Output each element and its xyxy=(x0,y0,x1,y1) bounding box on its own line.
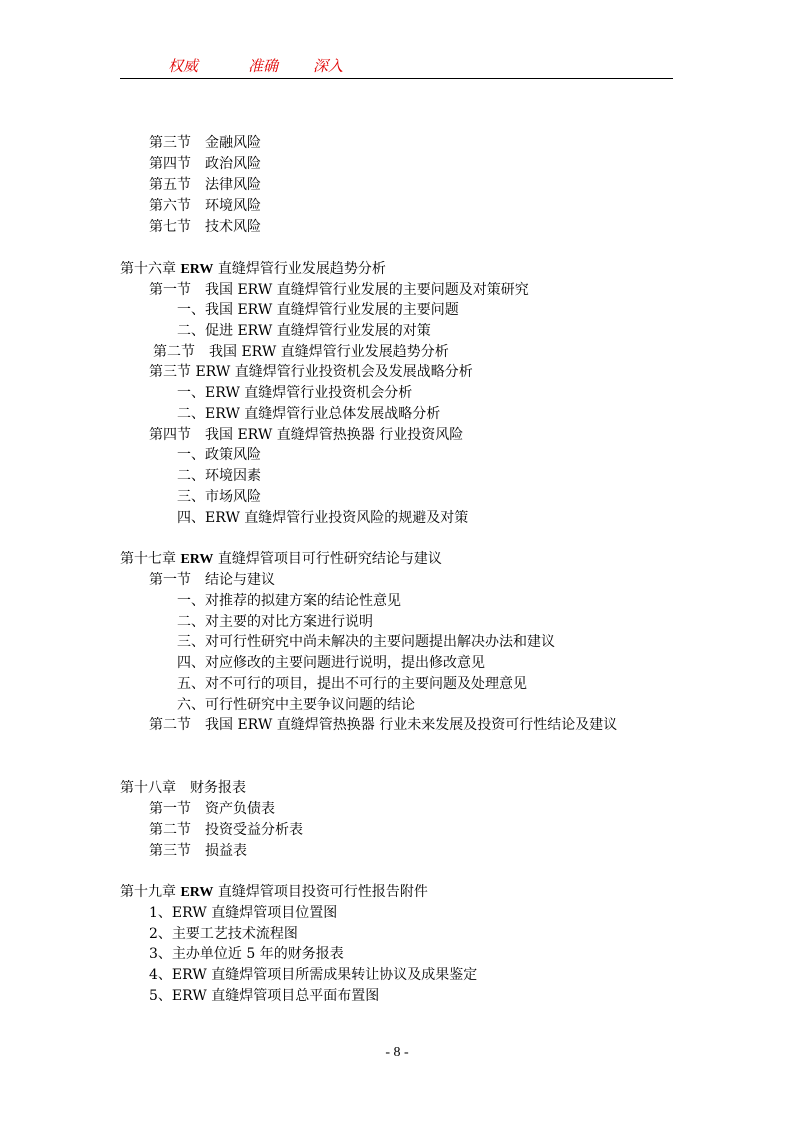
toc-section: 第三节 ERW 直缝焊管行业投资机会及发展战略分析 xyxy=(149,364,473,380)
chapter-title-rest: 直缝焊管项目投资可行性报告附件 xyxy=(217,884,428,900)
page-header xyxy=(120,56,673,79)
chapter-prefix: 第十六章 xyxy=(120,261,176,277)
toc-subitem: 一、ERW 直缝焊管行业投资机会分析 xyxy=(177,385,413,401)
toc-subitem: 二、促进 ERW 直缝焊管行业发展的对策 xyxy=(177,323,431,339)
chapter-bold-term: ERW xyxy=(180,552,214,567)
toc-subitem: 六、可行性研究中主要争议问题的结论 xyxy=(177,697,415,713)
toc-subitem: 四、ERW 直缝焊管行业投资风险的规避及对策 xyxy=(177,510,469,526)
toc-section: 第四节 我国 ERW 直缝焊管热换器 行业投资风险 xyxy=(149,427,464,443)
chapter-prefix: 第十七章 xyxy=(120,551,176,567)
toc-appendix-item: 3、主办单位近 5 年的财务报表 xyxy=(149,946,344,962)
chapter-bold-term: ERW xyxy=(180,885,214,900)
toc-subitem: 三、市场风险 xyxy=(177,489,261,505)
toc-section: 第一节 我国 ERW 直缝焊管行业发展的主要问题及对策研究 xyxy=(149,282,529,298)
page-number: - 8 - xyxy=(385,1045,409,1060)
chapter-prefix: 第十九章 xyxy=(120,884,176,900)
header-word-in-depth: 深入 xyxy=(313,57,344,75)
toc-section-legal-risk: 第五节 法律风险 xyxy=(149,177,261,193)
toc-chapter-17 xyxy=(120,550,442,569)
toc-section-political-risk: 第四节 政治风险 xyxy=(149,156,261,172)
toc-subitem: 四、对应修改的主要问题进行说明，提出修改意见 xyxy=(177,655,485,671)
toc-chapter-16 xyxy=(120,260,386,279)
toc-subitem: 五、对不可行的项目，提出不可行的主要问题及处理意见 xyxy=(177,676,527,692)
chapter-title-rest: 直缝焊管项目可行性研究结论与建议 xyxy=(217,551,442,567)
toc-section: 第三节 损益表 xyxy=(149,843,247,859)
toc-appendix-item: 4、ERW 直缝焊管项目所需成果转让协议及成果鉴定 xyxy=(149,967,478,983)
toc-subitem: 一、对推荐的拟建方案的结论性意见 xyxy=(177,593,401,609)
toc-section: 第一节 结论与建议 xyxy=(149,572,275,588)
toc-appendix-item: 1、ERW 直缝焊管项目位置图 xyxy=(149,905,338,921)
header-word-authority: 权威 xyxy=(168,57,199,75)
toc-section: 第二节 投资受益分析表 xyxy=(149,822,303,838)
chapter-title-rest: 直缝焊管行业发展趋势分析 xyxy=(217,261,386,277)
toc-subitem: 二、对主要的对比方案进行说明 xyxy=(177,614,373,630)
toc-section-wrapped: 第二节 我国 ERW 直缝焊管热换器 行业未来发展及投资可行性结论及建议 xyxy=(149,717,618,733)
toc-section: 第一节 资产负债表 xyxy=(149,801,275,817)
toc-chapter-18: 第十八章 财务报表 xyxy=(120,780,246,796)
toc-section: 第二节 我国 ERW 直缝焊管行业发展趋势分析 xyxy=(153,344,449,360)
toc-section-finance-risk: 第三节 金融风险 xyxy=(149,135,261,151)
toc-chapter-19 xyxy=(120,883,428,902)
toc-subitem: 三、对可行性研究中尚未解决的主要问题提出解决办法和建议 xyxy=(177,634,555,650)
header-word-accurate: 准确 xyxy=(248,57,279,75)
toc-subitem: 一、政策风险 xyxy=(177,447,261,463)
toc-subitem: 二、环境因素 xyxy=(177,468,261,484)
toc-appendix-item: 5、ERW 直缝焊管项目总平面布置图 xyxy=(149,988,380,1004)
toc-subitem: 二、ERW 直缝焊管行业总体发展战略分析 xyxy=(177,406,441,422)
toc-section-technology-risk: 第七节 技术风险 xyxy=(149,219,261,235)
toc-section-environment-risk: 第六节 环境风险 xyxy=(149,198,261,214)
toc-subitem: 一、我国 ERW 直缝焊管行业发展的主要问题 xyxy=(177,302,459,318)
chapter-bold-term: ERW xyxy=(180,262,214,277)
toc-appendix-item: 2、主要工艺技术流程图 xyxy=(149,926,298,942)
